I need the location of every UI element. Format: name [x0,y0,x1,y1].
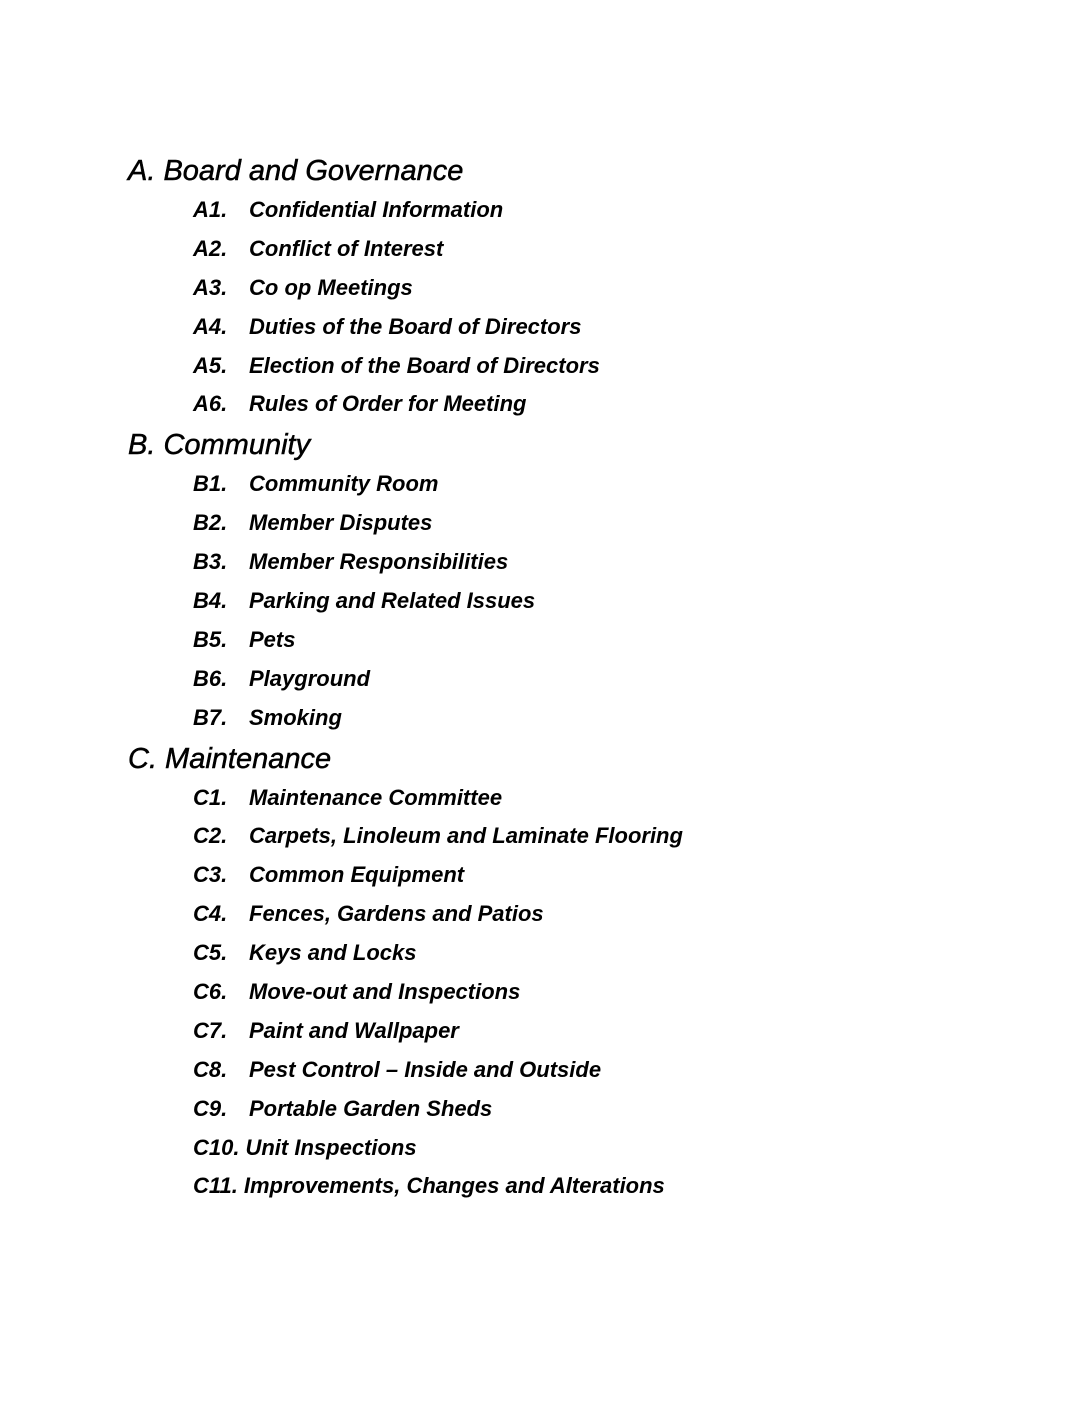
item-code: B5. [193,626,228,652]
toc-item [128,385,683,424]
item-code: A3. [193,274,228,300]
item-code: B1. [193,471,228,497]
toc-item [128,660,683,699]
section-heading: A. Board and Governance [128,155,464,187]
item-label: Paint and Wallpaper [249,1017,459,1043]
toc-item [128,895,683,934]
toc-item [128,230,683,269]
item-code: C3. [193,862,228,888]
toc-item [128,699,683,738]
item-code: C10. [193,1134,240,1160]
item-code: A6. [193,391,228,417]
item-label: Maintenance Committee [249,784,503,810]
item-label: Improvements, Changes and Alterations [243,1173,665,1199]
item-label: Portable Garden Sheds [249,1095,493,1121]
item-label: Conflict of Interest [249,235,444,261]
toc-item [128,1090,683,1129]
toc-item [128,817,683,856]
item-code: A2. [193,235,228,261]
toc-item [128,308,683,347]
item-code: C1. [193,784,228,810]
toc-item [128,269,683,308]
section-heading: C. Maintenance [128,742,332,775]
item-code: B7. [193,704,228,730]
toc-item [128,504,683,543]
item-label: Confidential Information [249,197,504,222]
item-code: A1. [193,197,228,222]
section-maintenance [128,740,683,1207]
toc-item [128,934,683,973]
toc-item [128,543,683,582]
section-items [128,465,683,737]
item-code: C11. [193,1173,238,1199]
toc-item [128,582,683,621]
item-label: Co op Meetings [249,274,413,300]
item-label: Duties of the Board of Directors [249,313,582,339]
toc-item [128,347,683,386]
section-items [128,779,683,1207]
toc-item [128,1051,683,1090]
item-code: B4. [193,588,228,614]
item-label: Rules of Order for Meeting [249,391,527,417]
item-code: C7. [193,1017,228,1043]
item-label: Keys and Locks [249,940,417,966]
section-heading: B. Community [128,429,311,462]
item-code: A4. [193,313,228,339]
item-code: C9. [193,1095,228,1121]
item-label: Community Room [249,471,439,497]
item-label: Pets [249,626,296,652]
item-label: Playground [249,665,371,691]
section-community [128,426,683,737]
table-of-contents [128,152,683,1206]
item-code: A5. [193,352,228,378]
toc-item [128,856,683,895]
item-label: Smoking [249,704,342,730]
toc-item [128,973,683,1012]
toc-item [128,621,683,660]
item-label: Member Disputes [249,510,433,536]
item-code: B6. [193,665,228,691]
toc-item [128,1167,683,1206]
item-code: C8. [193,1056,228,1082]
item-code: B3. [193,549,228,575]
item-label: Unit Inspections [245,1134,417,1160]
item-label: Pest Control – Inside and Outside [249,1056,602,1082]
toc-item [128,1012,683,1051]
toc-item [128,465,683,504]
item-code: C5. [193,940,228,966]
item-label: Election of the Board of Directors [249,352,600,378]
section-items [128,191,683,424]
item-label: Member Responsibilities [249,549,509,575]
toc-item [128,1129,683,1168]
item-label: Common Equipment [249,862,465,888]
item-label: Carpets, Linoleum and Laminate Flooring [249,823,683,849]
item-label: Fences, Gardens and Patios [249,901,544,927]
section-board-and-governance [128,152,683,424]
item-code: C6. [193,979,228,1005]
toc-item [128,779,683,818]
item-code: C4. [193,901,228,927]
item-code: C2. [193,823,228,849]
toc-item [128,191,683,230]
item-label: Parking and Related Issues [249,588,536,614]
item-label: Move-out and Inspections [249,979,521,1005]
item-code: B2. [193,510,228,536]
